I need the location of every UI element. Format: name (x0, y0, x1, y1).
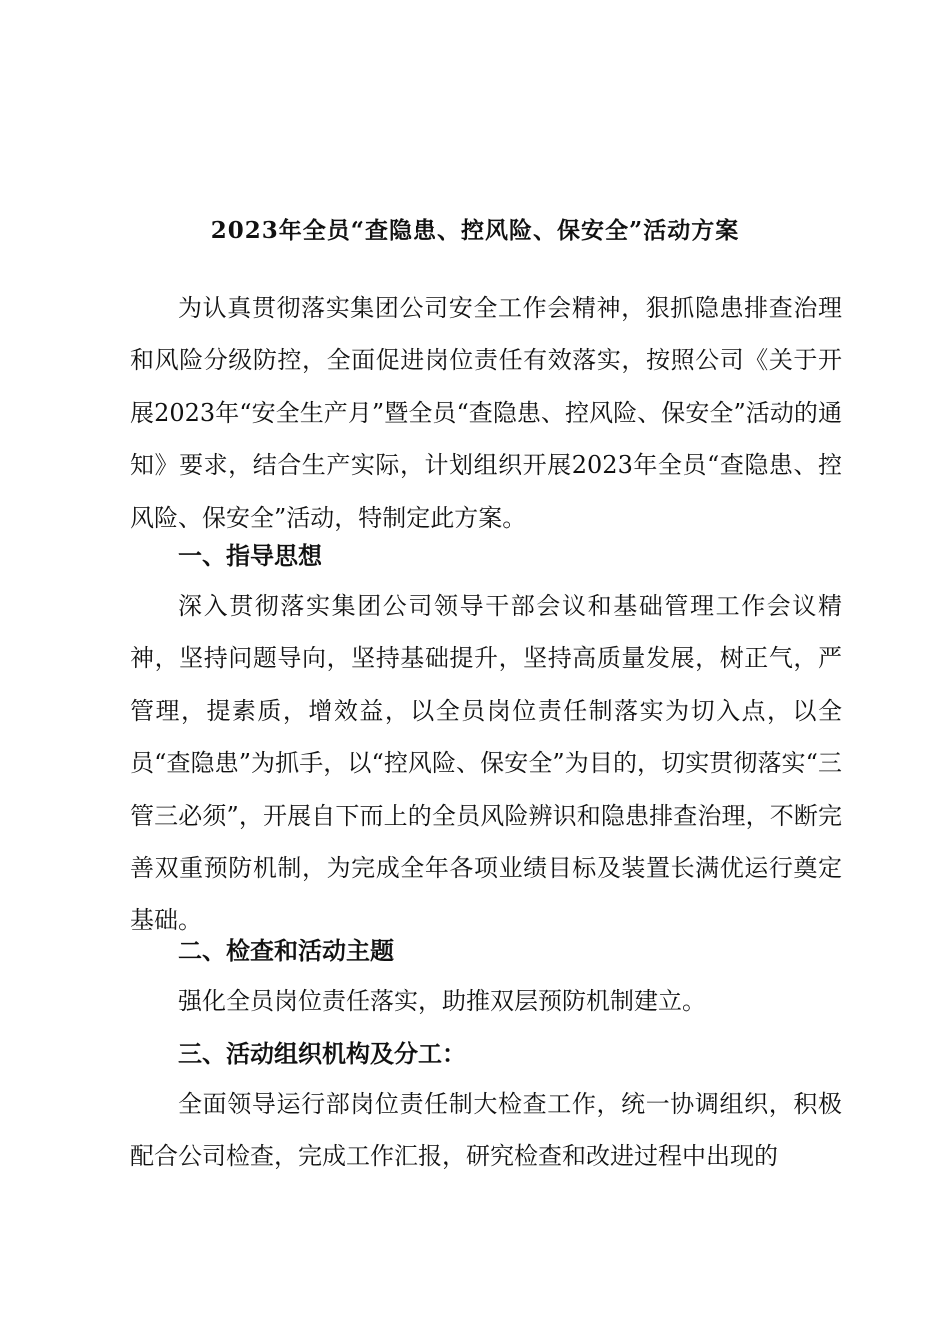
intro-paragraph: 为认真贯彻落实集团公司安全工作会精神，狠抓隐患排查治理和风险分级防控，全面促进岗位责任有效落实，按照公司《关于开展2023年“安全生产月”暨全员“查隐患、控风险、保安全”活动的通知》要求，结合生产实际，计划组织开展2023年全员“查隐患、控风险、保安全”活动，特制定此方案。 (130, 294, 842, 532)
section-body-theme: 强化全员岗位责任落实，助推双层预防机制建立。 (178, 987, 706, 1015)
section-heading-organization: 三、活动组织机构及分工： (178, 1039, 466, 1068)
section-heading-theme: 二、检查和活动主题 (178, 936, 394, 965)
section-body-organization: 全面领导运行部岗位责任制大检查工作，统一协调组织，积极配合公司检查，完成工作汇报，研究检查和改进过程中出现的 (130, 1090, 842, 1171)
document-title: 2023年全员“查隐患、控风险、保安全”活动方案 (210, 217, 740, 244)
section-heading-guiding-ideology: 一、指导思想 (178, 541, 322, 570)
section-body-guiding-ideology: 深入贯彻落实集团公司领导干部会议和基础管理工作会议精神，坚持问题导向，坚持基础提升，坚持高质量发展，树正气，严管理，提素质，增效益，以全员岗位责任制落实为切入点，以全员“查隐患”为抓手，以“控风险、保安全”为目的，切实贯彻落实“三管三必须”，开展自下而上的全员风险辨识和隐患排查治理，不断完善双重预防机制，为完成全年各项业绩目标及装置长满优运行奠定基础。 (130, 592, 842, 935)
